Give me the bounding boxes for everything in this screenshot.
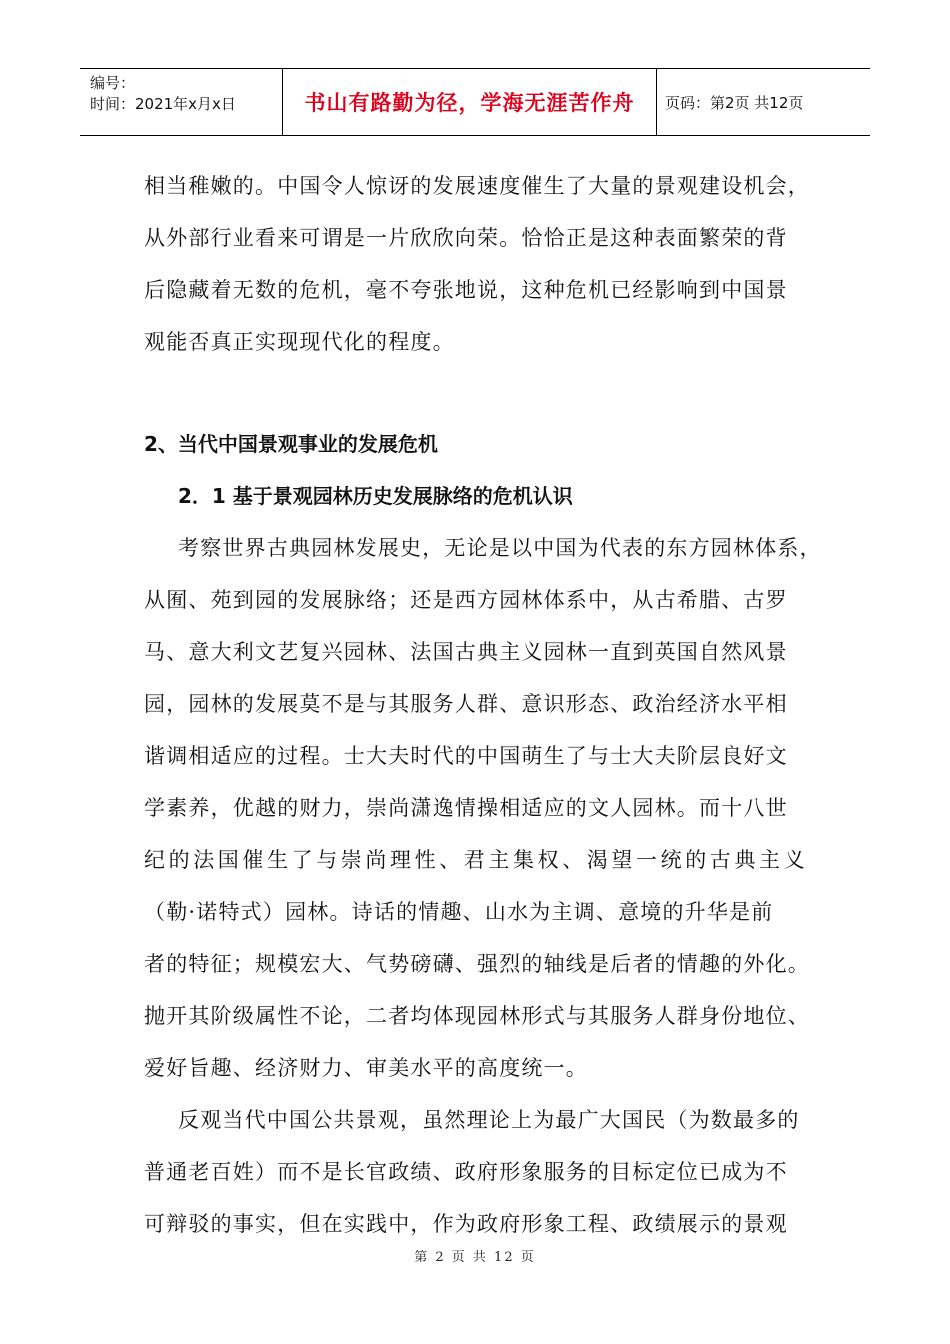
text-line: 者的特征；规模宏大、气势磅礴、强烈的轴线是后者的情趣的外化。 [144, 952, 810, 976]
text-line: 从外部行业看来可谓是一片欣欣向荣。恰恰正是这种表面繁荣的背 [144, 226, 788, 250]
text-line: 从囿、苑到园的发展脉络；还是西方园林体系中，从古希腊、古罗 [144, 588, 788, 612]
date-label: 时间：2021年x月x日 [90, 95, 236, 113]
header-meta [80, 69, 283, 135]
paragraph-3 [144, 1094, 810, 1250]
text-line: 园，园林的发展莫不是与其服务人群、意识形态、政治经济水平相 [144, 692, 788, 716]
spacer [144, 368, 810, 418]
text-line: 抛开其阶级属性不论，二者均体现园林形式与其服务人群身份地位、 [144, 1004, 810, 1028]
document-body [144, 160, 822, 1250]
page-header [80, 68, 870, 136]
page-footer: 第 2 页 共 12 页 [414, 1250, 536, 1265]
text-line: 后隐藏着无数的危机，毫不夸张地说，这种危机已经影响到中国景 [144, 278, 788, 302]
header-page-info: 页码：第2页 共12页 [665, 93, 804, 112]
text-line: 考察世界古典园林发展史，无论是以中国为代表的东方园林体系， [178, 536, 822, 560]
paragraph-1 [144, 160, 810, 368]
header-motto: 书山有路勤为径，学海无涯苦作舟 [283, 69, 657, 135]
text-line: 谐调相适应的过程。士大夫时代的中国萌生了与士大夫阶层良好文 [144, 744, 788, 768]
text-line: 普通老百姓）而不是长官政绩、政府形象服务的目标定位已成为不 [144, 1160, 788, 1184]
text-line: 观能否真正实现现代化的程度。 [144, 330, 455, 354]
subsection-heading: 2．1 基于景观园林历史发展脉络的危机认识 [178, 484, 573, 508]
serial-number-label: 编号： [90, 74, 136, 92]
text-line: 反观当代中国公共景观，虽然理论上为最广大国民（为数最多的 [178, 1108, 800, 1132]
text-line: 学素养，优越的财力，崇尚潇逸情操相适应的文人园林。而十八世 [144, 796, 788, 820]
text-line: 纪的法国催生了与崇尚理性、君主集权、渴望一统的古典主义 [144, 848, 809, 872]
text-line: 可辩驳的事实，但在实践中，作为政府形象工程、政绩展示的景观 [144, 1212, 788, 1236]
text-line: （勒·诺特式）园林。诗话的情趣、山水为主调、意境的升华是前 [144, 900, 774, 924]
text-line: 相当稚嫩的。中国令人惊讶的发展速度催生了大量的景观建设机会， [144, 174, 810, 198]
section-heading: 2、当代中国景观事业的发展危机 [144, 432, 438, 456]
text-line: 马、意大利文艺复兴园林、法国古典主义园林一直到英国自然风景 [144, 640, 788, 664]
text-line: 爱好旨趣、经济财力、审美水平的高度统一。 [144, 1056, 588, 1080]
paragraph-2 [144, 522, 822, 1094]
